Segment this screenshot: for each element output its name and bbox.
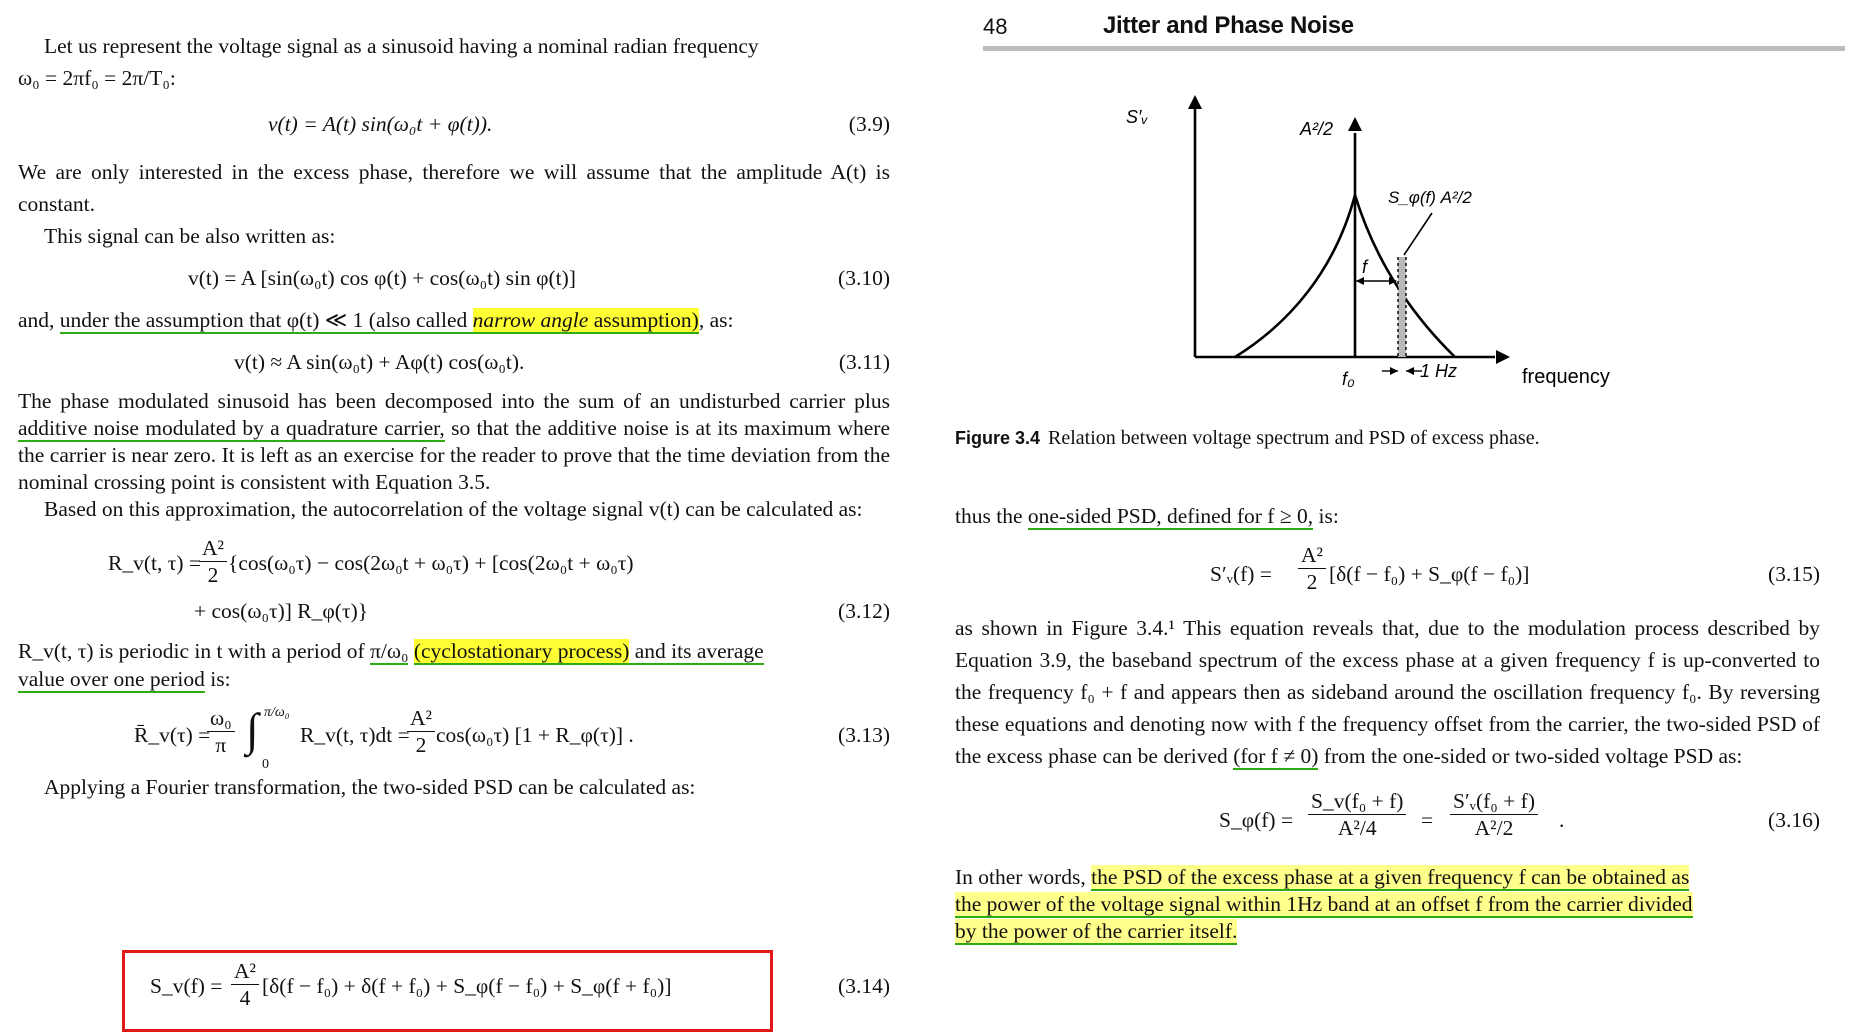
page-number: 48	[983, 14, 1008, 39]
highlight-conclusion-2: the power of the voltage signal within 1Hz band at an offset f from the carrier divided	[955, 892, 1693, 916]
header-rule	[983, 46, 1845, 51]
paragraph-periodic: R_v(t, τ) is periodic in t with a period of π/ω₀ (cyclostationary process) and its average value over one period is:	[18, 639, 764, 691]
equation-3-12-line2: + cos(ω₀τ)] R_φ(τ)} (3.12)	[18, 595, 890, 627]
running-title: Jitter and Phase Noise	[1103, 12, 1354, 39]
underlined-assumption: under the assumption that φ(t) ≪ 1 (also called narrow angle assumption)	[59, 308, 699, 332]
underlined-one-sided: one-sided PSD, defined for f ≥ 0,	[1027, 504, 1314, 528]
underlined-additive-noise: additive noise modulated by a quadrature carrier,	[18, 416, 445, 440]
figure-caption	[955, 424, 1815, 452]
equation-number: (3.9)	[848, 112, 890, 136]
y-axis-label: S′ᵥ	[1126, 107, 1148, 127]
1hz-band	[1398, 257, 1406, 357]
omega-definition: ω₀ = 2πf₀ = 2π/T₀:	[18, 66, 176, 90]
paragraph-one-sided: thus the one-sided PSD, defined for f ≥ 0, is:	[955, 504, 1339, 528]
pointer-line	[1404, 213, 1432, 255]
x-axis-arrow	[1496, 350, 1510, 364]
page-header	[955, 0, 1845, 56]
highlight-conclusion-3: by the power of the carrier itself.	[955, 919, 1238, 943]
equation-3-14: S_v(f) = $\frac{\text{A²}}{4}$ [δ(f − f₀) + δ(f + f₀) + S_φ(f − f₀) + S_φ(f + f₀)] (3.14)	[150, 959, 890, 1010]
x-axis-label: frequency	[1522, 366, 1610, 388]
equation-3-11: v(t) ≈ A sin(ω₀t) + Aφ(t) cos(ω₀t). (3.11)	[18, 346, 890, 378]
underlined-f-not-zero: (for f ≠ 0)	[1233, 744, 1319, 768]
figure-psd-spectrum	[1126, 95, 1620, 415]
paragraph-written: This signal can be also written as:	[44, 224, 336, 248]
equation-number: (3.10)	[838, 266, 890, 290]
equation-3-12-line1: R_v(t, τ) = $\frac{\text{A²}}{2}$ {cos(ω₀τ) − cos(2ω₀t + ω₀τ) + [cos(2ω₀t + ω₀τ)	[108, 536, 634, 587]
highlight-cyclostationary: (cyclostationary process)	[413, 639, 630, 663]
paragraph-intro: Let us represent the voltage signal as a sinusoid having a nominal radian frequency ω₀ = 2πf₀ = 2π/T₀:	[18, 34, 759, 90]
equation-number: (3.15)	[1768, 562, 1820, 586]
paragraph-amplitude: We are only interested in the excess phase, therefore we will assume that the amplitude A(t) is constant.	[18, 160, 890, 216]
sideband-label: S_φ(f) A²/2	[1388, 188, 1472, 207]
highlight-narrow-angle: narrow angle assumption)	[472, 308, 699, 332]
1hz-label: 1 Hz	[1420, 361, 1458, 381]
caption-text: Relation between voltage spectrum and PSD of excess phase.	[1048, 427, 1540, 449]
spectrum-curve	[1235, 195, 1455, 357]
offset-label: f	[1362, 257, 1368, 277]
equation-number: (3.12)	[838, 599, 890, 623]
equation-3-16: S_φ(f) = $\frac{\text{S\_v(f₀ + f)}}{\text{A²/4}}$ = $\frac{\text{S′ᵥ(f₀ + f)}}{\text{A²/2}}$ . (3.16)	[1219, 789, 1820, 840]
equation-number: (3.16)	[1768, 808, 1820, 832]
paragraph-fourier: Applying a Fourier transformation, the two-sided PSD can be calculated as:	[44, 775, 696, 799]
right-page	[955, 500, 1820, 945]
equation-3-9: v(t) = A(t) sin(ω₀t + φ(t)). (3.9)	[18, 108, 890, 140]
carrier-arrow	[1348, 117, 1362, 131]
equation-number: (3.11)	[838, 350, 890, 374]
f0-label: f₀	[1342, 369, 1355, 389]
paragraph-autocorrelation: Based on this approximation, the autocorrelation of the voltage signal v(t) can be calculated as:	[44, 497, 863, 521]
paragraph-figure-explanation: as shown in Figure 3.4.¹ This equation reveals that, due to the modulation process described by Equation 3.9, the baseband spectrum of the excess phase at a given frequency f is up-converted to the frequency f₀ + f and appears then as sideband around the oscillation frequency f₀. By reversing these equations and denoting now with f the frequency offset from the carrier, the two-sided PSD of the excess phase can be derived (for f ≠ 0) from the one-sided or two-sided voltage PSD as:	[955, 616, 1820, 768]
peak-label: A²/2	[1300, 119, 1334, 139]
equation-number: (3.14)	[838, 974, 890, 998]
equation-3-10: v(t) = A [sin(ω₀t) cos φ(t) + cos(ω₀t) sin φ(t)] (3.10)	[18, 262, 890, 294]
y-axis-arrow	[1188, 95, 1202, 109]
caption-label: Figure 3.4	[955, 428, 1041, 448]
left-page	[18, 30, 890, 803]
paragraph-conclusion: In other words, the PSD of the excess phase at a given frequency f can be obtained as the power of the voltage signal within 1Hz band at an offset f from the carrier divided by the power of the carrier itself.	[955, 865, 1693, 943]
equation-3-15: S′ᵥ(f) = $\frac{\text{A²}}{2}$ [δ(f − f₀) + S_φ(f − f₀)] (3.15)	[1210, 543, 1820, 594]
equation-number: (3.13)	[838, 723, 890, 747]
highlight-conclusion-1: the PSD of the excess phase at a given frequency f can be obtained as	[1091, 865, 1690, 889]
equation-3-13: R̄_v(τ) = $\frac{\text{ω₀}}{\pi}$ ∫ π/ω₀ 0 R_v(t, τ)dt = $\frac{\text{A²}}{2}$ cos(ω₀τ) [1 + R_φ(τ)] . (3.13)	[134, 704, 890, 772]
paragraph-narrow-angle: and, under the assumption that φ(t) ≪ 1 (also called narrow angle assumption), as:	[18, 308, 734, 332]
paragraph-decomposed: The phase modulated sinusoid has been decomposed into the sum of an undisturbed carrier plus additive noise modulated by a quadrature carrier, so that the additive noise is at its maximum where the carrier is near zero. It is left as an exercise for the reader to prove that the time deviation from the nominal crossing point is consistent with Equation 3.5.	[18, 389, 891, 494]
